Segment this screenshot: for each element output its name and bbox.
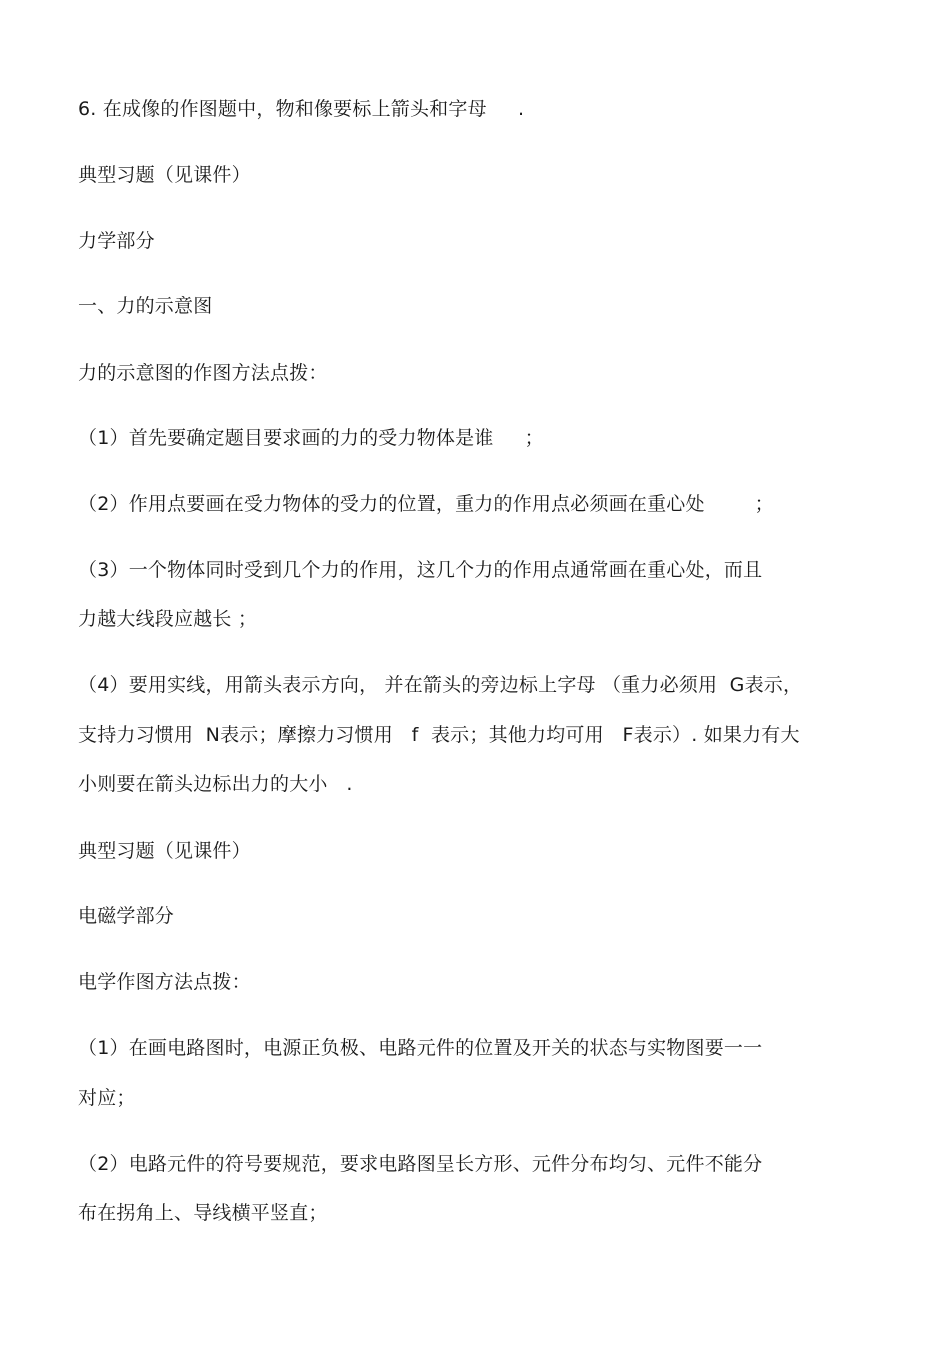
text-line-force-tip-2: （2）作用点要画在受力物体的受力的位置，重力的作用点必须画在重心处 ；: [78, 493, 774, 515]
text-line-force-tip-3b: 力越大线段应越长 ；: [78, 608, 258, 630]
text-line-exercises-1: 典型习题（见课件）: [78, 164, 251, 186]
text-line-force-tips-title: 力的示意图的作图方法点拨：: [78, 362, 328, 384]
text-line-force-tip-3a: （3）一个物体同时受到几个力的作用，这几个力的作用点通常画在重心处，而且: [78, 559, 763, 581]
text-line-exercises-2: 典型习题（见课件）: [78, 840, 251, 862]
text-line-circuit-tip-1a: （1）在画电路图时，电源正负极、电路元件的位置及开关的状态与实物图要一一: [78, 1037, 763, 1059]
text-line-force-tip-1: （1）首先要确定题目要求画的力的受力物体是谁 ；: [78, 427, 544, 449]
text-line-circuit-tips-title: 电学作图方法点拨：: [78, 971, 251, 993]
text-line-drawing-note-6: 6. 在成像的作图题中，物和像要标上箭头和字母 .: [78, 98, 525, 120]
text-line-circuit-tip-2b: 布在拐角上、导线横平竖直；: [78, 1202, 328, 1224]
text-line-force-tip-4a: （4）要用实线，用箭头表示方向， 并在箭头的旁边标上字母 （重力必须用 G表示，: [78, 674, 803, 696]
text-line-circuit-tip-2a: （2）电路元件的符号要规范，要求电路图呈长方形、元件分布均匀、元件不能分: [78, 1153, 763, 1175]
text-line-force-tip-4b: 支持力习惯用 N表示；摩擦力习惯用 f 表示；其他力均可用 F表示）. 如果力有大: [78, 724, 800, 746]
text-line-force-tip-4c: 小则要在箭头边标出力的大小 .: [78, 773, 353, 795]
subsection-heading-force: 一、力的示意图: [78, 295, 213, 317]
section-heading-mechanics: 力学部分: [78, 230, 155, 252]
section-heading-electromagnetism: 电磁学部分: [78, 905, 175, 927]
text-line-circuit-tip-1b: 对应；: [78, 1087, 136, 1109]
